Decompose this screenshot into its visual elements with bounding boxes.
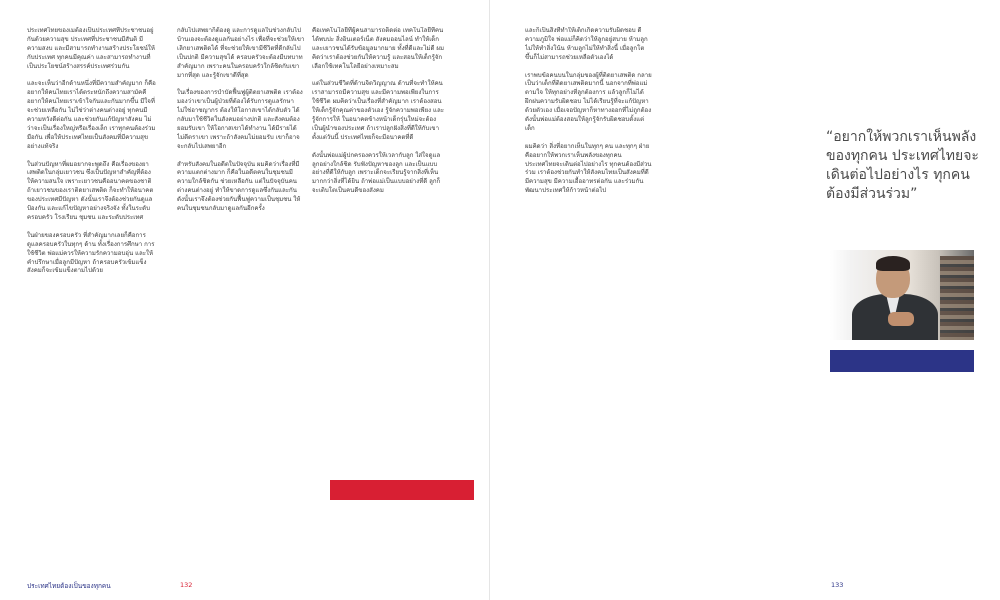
body-column-3 (312, 27, 444, 447)
paragraph: ในเรื่องของการบำบัดฟื้นฟูผู้ติดยาเสพติด เราต้องมองว่าเขาเป็นผู้ป่วยที่ต้องได้รับการดูแลรักษา ไม่ใช่อาชญากร ต้องให้โอกาสเขาได้กลับตัว ได้กลับมาใช้ชีวิตในสังคมอย่างปกติ และสังคมต้องยอมรับเขา ให้โอกาสเขาได้ทำงาน ได้มีรายได้ ไม่ตีตราเขา เพราะถ้าสังคมไม่ยอมรับ เขาก็อาจจะกลับไปเสพยาอีก (177, 89, 303, 150)
paragraph: ดังนั้นพ่อแม่ผู้ปกครองควรให้เวลากับลูก ใส่ใจดูแลลูกอย่างใกล้ชิด รับฟังปัญหาของลูก และเป็นแบบอย่างที่ดีให้กับลูก เพราะเด็กจะเรียนรู้จากสิ่งที่เห็นมากกว่าสิ่งที่ได้ยิน ถ้าพ่อแม่เป็นแบบอย่างที่ดี ลูกก็จะเติบโตเป็นคนดีของสังคม (312, 151, 441, 195)
left-page (0, 0, 490, 600)
paragraph: ในส่วนปัญหาที่ผมอยากจะพูดถึง คือเรื่องของยาเสพติดในกลุ่มเยาวชน ซึ่งเป็นปัญหาสำคัญที่ต้องให้ความสนใจ เพราะเยาวชนคืออนาคตของชาติ ถ้าเยาวชนของเราติดยาเสพติด ก็จะทำให้อนาคตของประเทศมีปัญหา ดังนั้นเราจึงต้องช่วยกันดูแล ป้องกัน และแก้ไขปัญหาอย่างจริงจัง ทั้งในระดับครอบครัว โรงเรียน ชุมชน และระดับประเทศ (27, 160, 154, 221)
red-accent-bar (330, 480, 474, 500)
portrait-photo (830, 250, 974, 340)
paragraph: ผมคิดว่า สิ่งที่อยากเห็นในทุกๆ คน และทุกๆ ฝ่าย คืออยากให้พวกเราเห็นพลังของทุกคน ประเทศไทยจะเดินต่อไปอย่างไร ทุกคนต้องมีส่วนร่วม เราต้องช่วยกันทำให้สังคมไทยเป็นสังคมที่ดี มีความสุข มีความเอื้ออาทรต่อกัน และร่วมกันพัฒนาประเทศให้ก้าวหน้าต่อไป (525, 142, 652, 195)
hair (876, 256, 910, 271)
running-footer-title: ประเทศไทยต้องเป็นของทุกคน (27, 582, 111, 590)
paragraph: คือเทคโนโลยีที่ผู้คนสามารถติดต่อ เทคโนโลยีที่คนได้พบปะ สิ่งอินเตอร์เน็ต สังคมออนไลน์ ทำให้เด็กและเยาวชนได้รับข้อมูลมากมาย ทั้งที่ดีและไม่ดี ผมคิดว่าเราต้องช่วยกันให้ความรู้ และสอนให้เด็กรู้จักเลือกใช้เทคโนโลยีอย่างเหมาะสม (312, 27, 444, 70)
paragraph: สำหรับสังคมในอดีตในปัจจุบัน ผมคิดว่าเรื่องที่มีความแตกต่างมาก ก็คือในอดีตคนในชุมชนมีความใกล้ชิดกัน ช่วยเหลือกัน แต่ในปัจจุบันคนต่างคนต่างอยู่ ทำให้ขาดการดูแลซึ่งกันและกัน ดังนั้นเราจึงต้องช่วยกันฟื้นฟูความเป็นชุมชน ให้คนในชุมชนกลับมาดูแลกันอีกครั้ง (177, 160, 301, 213)
body-column-4 (525, 27, 652, 377)
paragraph: แต่ในส่วนชีวิตที่ด้านจิตวิญญาณ ด้านที่จะทำให้คนเราสามารถมีความสุข และมีความพอเพียงในการใช้ชีวิต ผมคิดว่าเป็นเรื่องที่สำคัญมาก เราต้องสอนให้เด็กรู้จักคุณค่าของตัวเอง รู้จักความพอเพียง และรู้จักการให้ ในอนาคตข้างหน้าเด็กรุ่นใหม่จะต้องเป็นผู้นำของประเทศ ถ้าเราปลูกฝังสิ่งที่ดีให้กับเขาตั้งแต่วันนี้ ประเทศไทยก็จะมีอนาคตที่ดี (312, 80, 444, 141)
paragraph: เราพบข้อคนบนในกลุ่มของผู้ที่ติดยาเสพติด กลายเป็นว่าเด็กที่ติดยาเสพติดมากนี้ นอกจากที่พ่อแม่ตามใจ ให้ทุกอย่างที่ลูกต้องการ แล้วลูกก็ไม่ได้ฝึกฝนความรับผิดชอบ ไม่ได้เรียนรู้ที่จะแก้ปัญหาด้วยตัวเอง เมื่อเจอปัญหาก็หาทางออกที่ไม่ถูกต้อง ดังนั้นพ่อแม่ต้องสอนให้ลูกรู้จักรับผิดชอบตั้งแต่เด็ก (525, 71, 652, 132)
body-column-2 (177, 27, 305, 457)
paragraph: กลับไปเสพยาก็ต้องดู และการดูแลในช่วงกลับไปบ้านเองจะต้องดูแลกันอย่างไร เพื่อที่จะช่วยให้เขาเลิกยาเสพติดได้ ที่จะช่วยให้เขามีชีวิตที่ดีกลับไปเป็นปกติ มีความสุขได้ ครอบครัวจะต้องมีบทบาทสำคัญมาก เพราะคนในครอบครัวใกล้ชิดกับเขามากที่สุด และรู้จักเขาดีที่สุด (177, 27, 305, 79)
blue-accent-bar (830, 350, 974, 372)
paragraph: ในฝ่ายของครอบครัว ที่สำคัญมากเลยก็คือการดูแลครอบครัวในทุกๆ ด้าน ทั้งเรื่องการศึกษา การใช้ชีวิต พ่อแม่ควรให้ความรักความอบอุ่น และให้คำปรึกษาเมื่อลูกมีปัญหา ถ้าครอบครัวเข้มแข็ง สังคมก็จะเข้มแข็งตามไปด้วย (27, 231, 155, 275)
bookshelf-background (940, 256, 974, 340)
paragraph: และจะเห็นว่าอีกด้านหนึ่งที่มีความสำคัญมาก ก็คือ อยากให้คนไทยเราได้ตระหนักถึงความสามัคคี อยากให้คนไทยเราเข้าใจกันและกันมากขึ้น มีใจที่จะช่วยเหลือกัน ไม่ใช่ว่าต่างคนต่างอยู่ ทุกคนมีความหวังดีต่อกัน และช่วยกันแก้ปัญหาสังคม ไม่ว่าจะเป็นเรื่องใหญ่หรือเรื่องเล็ก เราทุกคนต้องร่วมมือกัน เพื่อให้ประเทศไทยเป็นสังคมที่มีความสุขอย่างแท้จริง (27, 80, 156, 150)
paragraph: และก็เป็นสิ่งที่ทำให้เด็กเกิดความรับผิดชอบ ดีความภูมิใจ พ่อแม่ก็คิดว่าให้ลูกอยู่สบาย ห้ามลูกไม่ให้ทำสิ่งโน้น ห้ามลูกไม่ให้ทำสิ่งนี้ เมื่อลูกโตขึ้นก็ไม่สามารถช่วยเหลือตัวเองได้ (525, 27, 648, 61)
paragraph: ประเทศไทยของเมต้องเป็นประเทศที่ประชาชนอยู่กันด้วยความสุข ประเทศที่ประชาชนมีสันติ มีความสงบ และมีสามารถทำงานสร้างประโยชน์ให้กับประเทศ ทุกคนมีคุณค่า และสามารถทำงานที่เป็นประโยชน์สร้างสรรค์ประเทศร่วมกัน (27, 27, 155, 70)
body-column-1 (27, 27, 157, 457)
pull-quote: “อยากให้พวกเราเห็นพลังของทุกคน ประเทศไทยจะเดินต่อไปอย่างไร ทุกคนต้องมีส่วนร่วม” (826, 129, 979, 202)
hands (888, 312, 914, 326)
page-number-right: 133 (831, 581, 844, 589)
page-number-left: 132 (180, 581, 193, 589)
